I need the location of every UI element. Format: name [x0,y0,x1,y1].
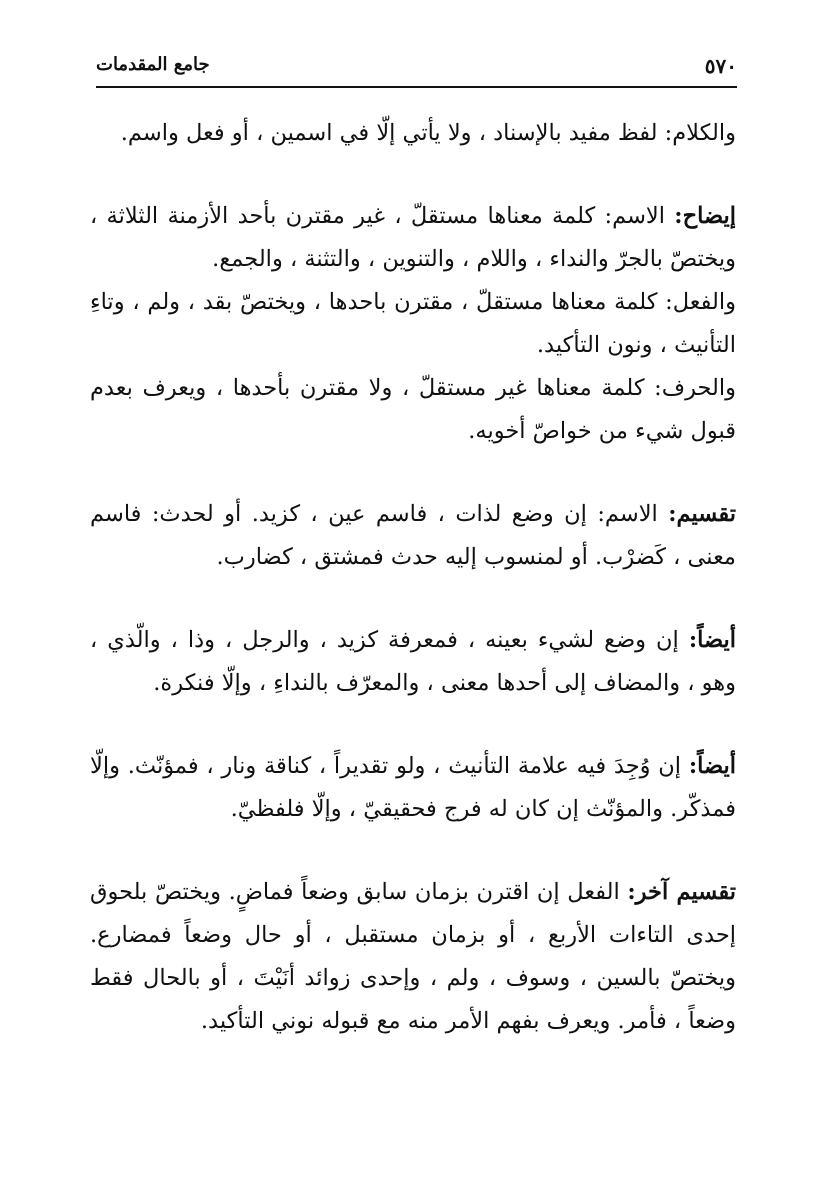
paragraph-text: إن وضع لشيء بعينه ، فمعرفة كزيد ، والرجل ، وذا ، والّذي ، وهو ، والمضاف إلى أحدها معنى ، والمعرّف بالنداءِ ، وإلّا فنكرة. [90,627,736,696]
paragraph [90,281,736,367]
paragraph [90,493,736,579]
section-taqsim-fil [90,871,736,1043]
section-kalam [90,112,736,155]
paragraph [90,195,736,281]
paragraph-text: الاسم: إن وضع لذات ، فاسم عين ، كزيد. أو لحدث: فاسم معنى ، كَضرْب. أو لمنسوب إليه حدث فمشتق ، كضارب. [90,501,736,570]
section-label: أيضاً: [688,627,736,653]
section-label: إيضاح: [674,203,736,229]
paragraph [90,871,736,1043]
section-label: أيضاً: [688,753,736,779]
section-idah [90,195,736,453]
paragraph [90,619,736,705]
paragraph-text: والكلام: لفظ مفيد بالإسناد ، ولا يأتي إلّا في اسمين ، أو فعل واسم. [120,120,736,146]
section-label: تقسيم: [668,501,736,527]
paragraph [90,745,736,831]
paragraph-text: والفعل: كلمة معناها مستقلّ ، مقترن باحدها ، ويختصّ بقد ، ولم ، وتاءِ التأنيث ، ونون التأكيد. [90,289,736,358]
paragraph-text: الاسم: كلمة معناها مستقلّ ، غير مقترن بأحد الأزمنة الثلاثة ، ويختصّ بالجرّ والنداء ، واللام ، والتنوين ، والتثنة ، والجمع. [90,203,736,272]
section-label: تقسيم آخر: [627,879,736,905]
section-aydan-marifa [90,619,736,705]
running-title: جامع المقدمات [96,54,210,75]
paragraph [90,112,736,155]
section-taqsim-ism [90,493,736,579]
paragraph-text: والحرف: كلمة معناها غير مستقلّ ، ولا مقترن بأحدها ، ويعرف بعدم قبول شيء من خواصّ أخويه. [90,375,736,444]
page-body [90,112,736,1043]
paragraph-text: الفعل إن اقترن بزمان سابق وضعاً فماضٍ. ويختصّ بلحوق إحدى التاءات الأربع ، أو بزمان مستقبل ، أو حال وضعاً فمضارع. ويختصّ بالسين ، وسوف ، ولم ، وإحدى زوائد أنَيْتَ ، أو بالحال فقط وضعاً ، فأمر. ويعرف بفهم الأمر منه مع قبوله نوني التأكيد. [90,879,736,1034]
page-number: ٥٧٠ [704,54,737,78]
page-header [96,52,737,88]
paragraph [90,367,736,453]
section-aydan-muannath [90,745,736,831]
paragraph-text: إن وُجِدَ فيه علامة التأنيث ، ولو تقديراً ، كناقة ونار ، فمؤنّث. وإلّا فمذكّر. والمؤنّث إن كان له فرج فحقيقيّ ، وإلّا فلفظيّ. [90,753,736,822]
